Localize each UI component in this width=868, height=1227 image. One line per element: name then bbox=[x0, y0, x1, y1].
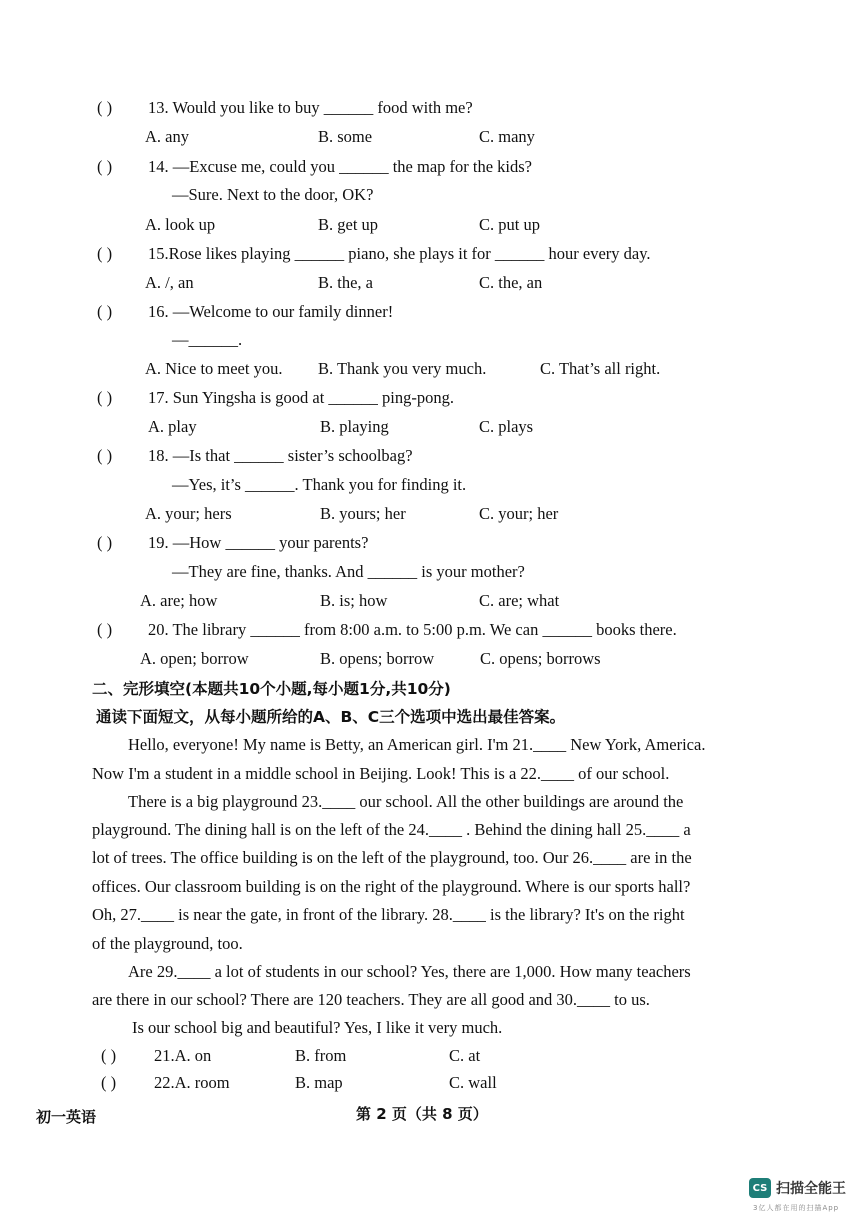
option-c: C. many bbox=[479, 127, 535, 146]
question-17: 17. Sun Yingsha is good at ______ ping-pong. bbox=[148, 388, 455, 407]
question-21-option-a: 21.A. on bbox=[154, 1046, 212, 1065]
question-22-option-b: B. map bbox=[295, 1073, 343, 1092]
option-c: C. your; her bbox=[479, 504, 559, 523]
question-16: 16. —Welcome to our family dinner! bbox=[148, 302, 394, 321]
answer-paren: ( ) bbox=[97, 533, 113, 552]
answer-paren: ( ) bbox=[97, 98, 113, 117]
answer-paren: ( ) bbox=[97, 302, 113, 321]
question-21-option-c: C. at bbox=[449, 1046, 481, 1065]
answer-paren: ( ) bbox=[101, 1073, 117, 1092]
passage-line: Oh, 27.____ is near the gate, in front of the library. 28.____ is the library? It's on the right bbox=[92, 905, 685, 924]
question-19-reply: —They are fine, thanks. And ______ is your mother? bbox=[172, 562, 525, 581]
option-b: B. the, a bbox=[318, 273, 373, 292]
question-15: 15.Rose likes playing ______ piano, she plays it for ______ hour every day. bbox=[148, 244, 651, 263]
scanner-app-name: 扫描全能王 bbox=[776, 1181, 846, 1197]
option-c: C. put up bbox=[479, 215, 540, 234]
answer-paren: ( ) bbox=[101, 1046, 117, 1065]
question-14: 14. —Excuse me, could you ______ the map for the kids? bbox=[148, 157, 533, 176]
option-a: A. play bbox=[148, 417, 197, 436]
option-b: B. is; how bbox=[320, 591, 388, 610]
option-c: C. opens; borrows bbox=[480, 649, 601, 668]
passage-line: Hello, everyone! My name is Betty, an American girl. I'm 21.____ New York, America. bbox=[128, 735, 706, 754]
question-18-reply: —Yes, it’s ______. Thank you for finding it. bbox=[172, 475, 467, 494]
passage-line: There is a big playground 23.____ our school. All the other buildings are around the bbox=[128, 792, 684, 811]
section-heading: 二、完形填空(本题共10个小题,每小题1分,共10分) bbox=[92, 680, 451, 698]
option-a: A. your; hers bbox=[145, 504, 232, 523]
option-a: A. are; how bbox=[140, 591, 218, 610]
passage-line: of the playground, too. bbox=[92, 934, 243, 953]
option-a: A. open; borrow bbox=[140, 649, 249, 668]
option-c: C. plays bbox=[479, 417, 534, 436]
option-b: B. yours; her bbox=[320, 504, 406, 523]
passage-line: lot of trees. The office building is on the left of the playground, too. Our 26.____ are in the bbox=[92, 848, 692, 867]
passage-line: offices. Our classroom building is on the right of the playground. Where is our sports hall? bbox=[92, 877, 691, 896]
option-c: C. the, an bbox=[479, 273, 543, 292]
question-18: 18. —Is that ______ sister’s schoolbag? bbox=[148, 446, 413, 465]
passage-line: Now I'm a student in a middle school in Beijing. Look! This is a 22.____ of our school. bbox=[92, 764, 670, 783]
footer-subject: 初一英语 bbox=[36, 1108, 97, 1126]
answer-paren: ( ) bbox=[97, 446, 113, 465]
question-16-reply: —______. bbox=[172, 330, 243, 349]
passage-line: are there in our school? There are 120 teachers. They are all good and 30.____ to us. bbox=[92, 990, 650, 1009]
option-b: B. playing bbox=[320, 417, 389, 436]
passage-line: Are 29.____ a lot of students in our school? Yes, there are 1,000. How many teachers bbox=[128, 962, 691, 981]
question-22-option-c: C. wall bbox=[449, 1073, 497, 1092]
passage-line: playground. The dining hall is on the left of the 24.____ . Behind the dining hall 25.____ a bbox=[92, 820, 691, 839]
question-13: 13. Would you like to buy ______ food with me? bbox=[148, 98, 473, 117]
option-b: B. get up bbox=[318, 215, 379, 234]
section-instruction: 通读下面短文，从每小题所给的A、B、C三个选项中选出最佳答案。 bbox=[96, 708, 566, 726]
option-b: B. some bbox=[318, 127, 373, 146]
question-19: 19. —How ______ your parents? bbox=[148, 533, 369, 552]
option-a: A. look up bbox=[145, 215, 216, 234]
option-a: A. /, an bbox=[145, 273, 194, 292]
option-b: B. opens; borrow bbox=[320, 649, 435, 668]
question-20: 20. The library ______ from 8:00 a.m. to 5:00 p.m. We can ______ books there. bbox=[148, 620, 677, 639]
option-c: C. That’s all right. bbox=[540, 359, 661, 378]
answer-paren: ( ) bbox=[97, 620, 113, 639]
option-c: C. are; what bbox=[479, 591, 560, 610]
option-a: A. Nice to meet you. bbox=[145, 359, 283, 378]
answer-paren: ( ) bbox=[97, 157, 113, 176]
answer-paren: ( ) bbox=[97, 388, 113, 407]
scanner-logo-icon: CS bbox=[749, 1178, 771, 1198]
scanner-app-tagline: 3亿人都在用的扫描App bbox=[753, 1204, 840, 1212]
question-14-reply: —Sure. Next to the door, OK? bbox=[172, 185, 374, 204]
passage-line: Is our school big and beautiful? Yes, I like it very much. bbox=[132, 1018, 503, 1037]
answer-paren: ( ) bbox=[97, 244, 113, 263]
footer-page-number: 第 2 页（共 8 页） bbox=[356, 1105, 488, 1123]
option-a: A. any bbox=[145, 127, 189, 146]
question-21-option-b: B. from bbox=[295, 1046, 347, 1065]
question-22-option-a: 22.A. room bbox=[154, 1073, 230, 1092]
option-b: B. Thank you very much. bbox=[318, 359, 487, 378]
